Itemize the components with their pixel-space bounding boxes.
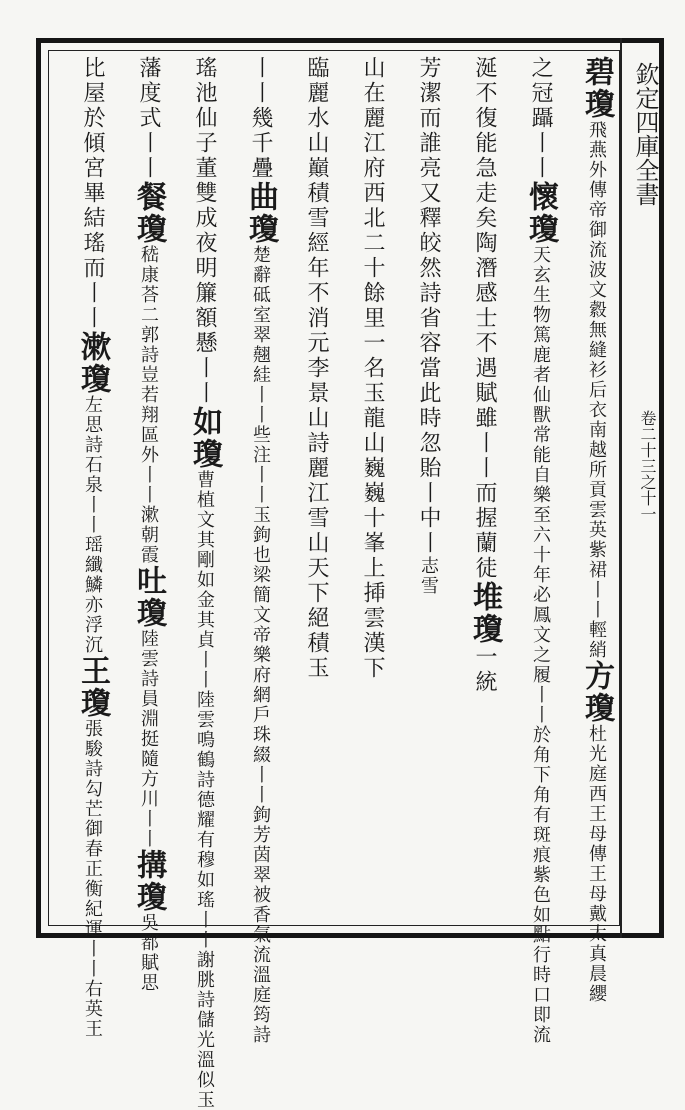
annotation: 樂府網戶珠綴丨丨鉤芳茵翠被香氣流溫庭筠詩 [250, 645, 271, 1045]
headword: 如瓊 [187, 406, 222, 470]
headword: 餐瓊 [131, 181, 166, 245]
annotation: 德耀有穆如瑤丨丨謝朓詩儲光溫似玉 [194, 790, 215, 1110]
body-text: 一統 [472, 645, 497, 695]
text-column [128, 56, 168, 993]
text-column [184, 56, 224, 1110]
text-column [520, 56, 560, 1045]
annotation: 楚辭砥室翠翹絓丨丨些注丨丨玉鉤也梁簡文帝 [250, 245, 271, 645]
headword: 王瓊 [75, 655, 110, 719]
body-text: 山在麗江府西北二十餘里一名玉龍山巍巍十峯上揷雲漢下 [360, 56, 385, 681]
headword: 吐瓊 [131, 565, 166, 629]
text-column [240, 56, 280, 1045]
annotation: 張駿詩勾芒御春正衡紀運丨丨右英王 [82, 719, 103, 1039]
headword: 碧瓊 [579, 56, 614, 120]
body-text: 瑤池仙子董雙成夜明簾額懸丨丨 [192, 56, 217, 406]
text-column [72, 56, 112, 1039]
headword: 曲瓊 [243, 181, 278, 245]
body-text: 藩度式丨丨 [136, 56, 161, 181]
body-text: 芳潔而誰亮又釋皎然詩省容當此時忽貽丨中丨 [416, 56, 441, 556]
book-title: 欽定四庫全書 [631, 62, 659, 206]
annotation: 陸雲詩員淵挺隨方川丨丨 [138, 629, 159, 849]
headword: 漱瓊 [75, 331, 110, 395]
headword: 方瓊 [579, 660, 614, 724]
annotation: 嵇康荅二郭詩豈若翔區外丨丨漱朝霞 [138, 245, 159, 565]
headword: 搆瓊 [131, 849, 166, 913]
text-column [296, 56, 336, 916]
headword: 懷瓊 [523, 181, 558, 245]
annotation: 吳都賦思 [138, 913, 159, 993]
annotation: 曹植文其剛如金其貞丨丨陸雲鳴鶴詩 [194, 470, 215, 790]
body-text: 比屋於傾宮畢結瑤而丨丨 [80, 56, 105, 331]
annotation: 杜光庭西王母傳王母戴太真晨纓 [586, 724, 607, 1004]
text-column [464, 56, 504, 916]
volume-label: 卷二十三之十一 [638, 410, 657, 522]
annotation: 天玄生物篤鹿者仙獸常能自樂至六十年必鳳文之履 [530, 245, 551, 685]
text-column [576, 56, 616, 1004]
annotation: 志雪 [418, 556, 439, 596]
annotation: 飛燕外傳帝御流波文縠無縫衫后衣南越所貢雲英紫裙丨丨輕綃 [586, 120, 607, 660]
annotation: 丨丨於角下角有斑痕紫色如點行時口即流 [530, 685, 551, 1045]
text-column [352, 56, 392, 916]
text-column [408, 56, 448, 916]
body-text: 之冠躡丨丨 [528, 56, 553, 181]
body-text: 涎不復能急走矣陶潛感士不遇賦雖丨丨而握蘭徒 [472, 56, 497, 581]
headword: 堆瓊 [467, 581, 502, 645]
annotation: 左思詩石泉丨丨瑶纖鱗亦浮沉 [82, 395, 103, 655]
body-text: 丨丨幾千疊 [248, 56, 273, 181]
body-text: 臨麗水山巔積雪經年不消元李景山詩麗江雪山天下絕積玉 [304, 56, 329, 681]
